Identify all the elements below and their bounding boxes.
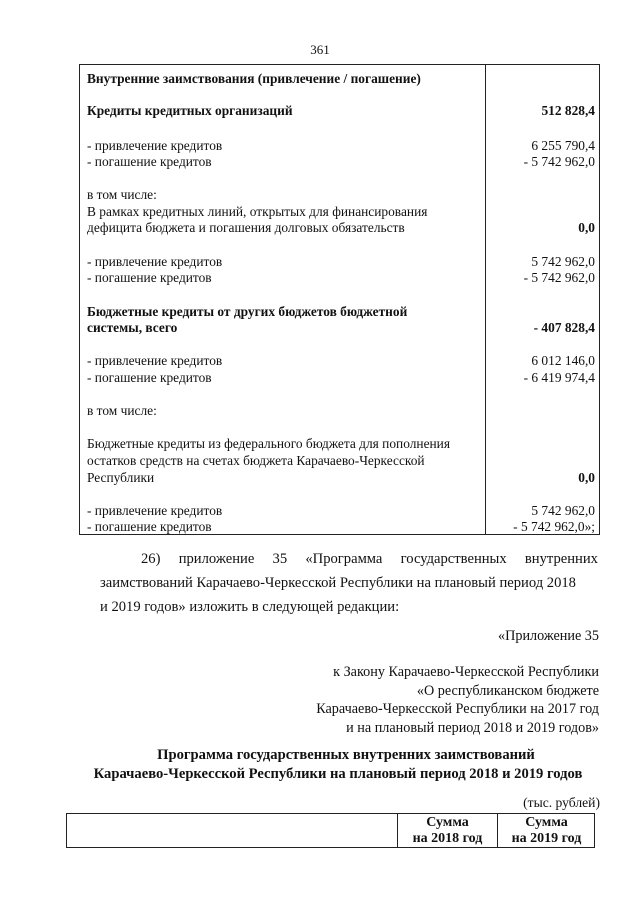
header-cell-text: на 2019 год xyxy=(511,831,582,846)
header-cell-2018 xyxy=(397,814,497,847)
row-label: Бюджетные кредиты от других бюджетов бюджетной xyxy=(87,304,408,319)
row-label: Бюджетные кредиты из федерального бюджета для пополнения xyxy=(87,436,451,451)
paragraph-word: «Программа xyxy=(305,551,383,567)
column-divider xyxy=(485,65,486,534)
row-value: 6 255 790,4 xyxy=(531,138,595,153)
appendix-line: «О республиканском бюджете xyxy=(416,682,599,699)
row-label: - погашение кредитов xyxy=(87,519,212,534)
paragraph-line xyxy=(104,547,598,571)
row-value: 0,0 xyxy=(578,220,595,235)
row-value: 0,0 xyxy=(578,470,595,485)
amendment-paragraph xyxy=(100,547,598,619)
row-label: Республики xyxy=(87,470,155,485)
borrowings-table xyxy=(79,64,600,535)
row-label: - погашение кредитов xyxy=(87,270,212,285)
paragraph-word: государственных xyxy=(400,551,507,567)
row-label: В рамках кредитных линий, открытых для финансирования xyxy=(87,204,428,219)
header-cell-text: Сумма xyxy=(426,815,469,830)
row-label: - привлечение кредитов xyxy=(87,138,223,153)
appendix-title: «Приложение 35 xyxy=(498,628,599,644)
row-label: - погашение кредитов xyxy=(87,370,212,385)
row-value: 5 742 962,0 xyxy=(531,254,595,269)
row-value: - 407 828,4 xyxy=(533,320,595,335)
row-value: 5 742 962,0 xyxy=(531,503,595,518)
row-label: - привлечение кредитов xyxy=(87,503,223,518)
row-label: Кредиты кредитных организаций xyxy=(87,103,293,118)
program-table-header xyxy=(66,813,595,848)
row-label: в том числе: xyxy=(87,403,157,418)
paragraph-line: заимствований Карачаево-Черкесской Республики на плановый период 2018 xyxy=(100,575,576,591)
program-title-line: Программа государственных внутренних заимствований xyxy=(157,747,535,763)
row-label: в том числе: xyxy=(87,187,157,202)
section-title: Внутренние заимствования (привлечение / погашение) xyxy=(87,71,421,86)
row-value: 512 828,4 xyxy=(541,103,595,118)
row-value: 6 012 146,0 xyxy=(531,353,595,368)
header-cell-text: на 2018 год xyxy=(412,831,483,846)
row-label: - привлечение кредитов xyxy=(87,353,223,368)
row-value: - 5 742 962,0»; xyxy=(513,519,595,534)
appendix-line: Карачаево-Черкесской Республики на 2017 год xyxy=(316,701,599,717)
program-title xyxy=(0,746,640,784)
paragraph-word: 35 xyxy=(272,551,288,567)
row-label: дефицита бюджета и погашения долговых обязательств xyxy=(87,220,405,235)
units-label: (тыс. рублей) xyxy=(523,795,600,810)
row-value: - 5 742 962,0 xyxy=(523,154,595,169)
paragraph-word: 26) xyxy=(141,551,161,567)
paragraph-word: приложение xyxy=(178,551,255,567)
page-number: 361 xyxy=(310,42,330,57)
appendix-reference xyxy=(316,663,599,737)
row-label: системы, всего xyxy=(87,320,178,335)
row-label: - погашение кредитов xyxy=(87,154,212,169)
program-title-line: Карачаево-Черкесской Республики на плановый период 2018 и 2019 годов xyxy=(93,766,583,782)
appendix-line: и на плановый период 2018 и 2019 годов» xyxy=(346,719,599,736)
paragraph-line: и 2019 годов» изложить в следующей редакции: xyxy=(100,599,400,615)
header-cell-2019 xyxy=(497,814,595,847)
row-value: - 5 742 962,0 xyxy=(523,270,595,285)
row-label: - привлечение кредитов xyxy=(87,254,223,269)
appendix-line: к Закону Карачаево-Черкесской Республики xyxy=(333,664,599,680)
header-cell-text: Сумма xyxy=(525,815,568,830)
paragraph-word: внутренних xyxy=(524,551,598,567)
row-value: - 6 419 974,4 xyxy=(523,370,595,385)
row-label: остатков средств на счетах бюджета Карачаево-Черкесской xyxy=(87,453,425,468)
